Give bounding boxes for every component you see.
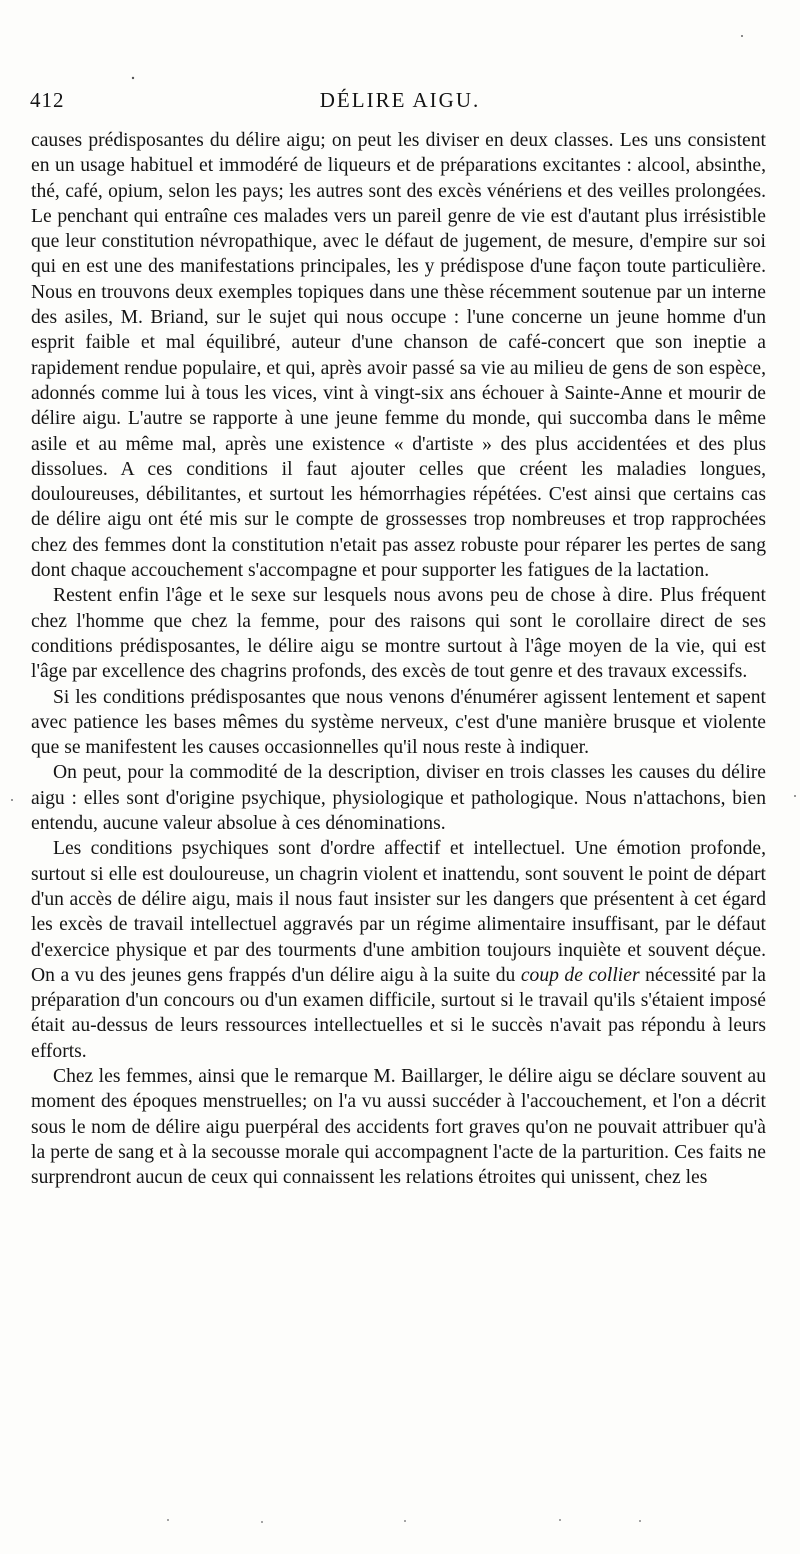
italic-phrase: coup de collier — [520, 964, 640, 986]
paragraph-age-sex: Restent enfin l'âge et le sexe sur lesquels nous avons peu de chose à dire. Plus fréquent chez l'homme que chez la femme, pour des raisons qui sont le corollaire direct de ses conditions prédisposantes, le délire aigu se montre surtout à l'âge moyen de la vie, qui est l'âge par excellence des chagrins profonds, des excès de tout genre et des travaux excessifs. — [31, 585, 766, 683]
psychic-text-before: Les conditions psychiques sont d'ordre affectif et intellectuel. Une émotion profonde, surtout si elle est douloureuse, un chagrin violent et inattendu, sont souvent le point de départ d'un accès de délire aigu, mais il nous faut insister sur les dangers que présentent à cet égard les excès de travail intellectuel aggravés par un régime alimentaire insuffisant, par le défaut d'exercice physique et par des tourments d'une ambition toujours inquiète et souvent déçue. On a vu des jeunes gens frappés d'un délire aigu à la suite du — [31, 838, 766, 986]
body-text — [31, 128, 766, 1190]
running-header — [30, 88, 770, 118]
speck — [559, 1519, 561, 1521]
speck — [404, 1520, 406, 1522]
paragraph-women: Chez les femmes, ainsi que le remarque M. Baillarger, le délire aigu se déclare souvent au moment des époques menstruelles; on l'a vu aussi succéder à l'accouchement, et l'on a décrit sous le nom de délire aigu puerpéral des accidents fort graves qu'on ne pouvait attribuer qu'à la perte de sang et à la secousse morale qui accompagnent l'acte de la parturition. Ces faits ne surprendront aucun de ceux qui connaissent les relations étroites qui unissent, chez les — [31, 1065, 766, 1189]
paragraph-continuation: causes prédisposantes du délire aigu; on peut les diviser en deux classes. Les uns consistent en un usage habituel et immodéré de liqueurs et de préparations excitantes : alcool, absinthe, thé, café, opium, selon les pays; les autres sont des excès vénériens et des veilles prolongées. Le penchant qui entraîne ces malades vers un pareil genre de vie est d'autant plus irrésistible que leur constitution névropathique, avec le défaut de jugement, de mesure, d'empire sur soi qui en est une des manifestations principales, les y prédispose d'une façon toute particulière. Nous en trouvons deux exemples topiques dans une thèse récemment soutenue par un interne des asiles, M. Briand, sur le sujet qui nous occupe : l'une concerne un jeune homme d'un esprit faible et mal équilibré, auteur d'une chanson de café-concert que son ineptie a rapidement rendue populaire, et qui, après avoir passé sa vie au milieu de gens de son espèce, adonnés comme lui à tous les vices, vint à vingt-six ans échouer à Sainte-Anne et mourir de délire aigu. L'autre se rapporte à une jeune femme du monde, qui succomba dans le même asile et au même mal, après une existence « d'artiste » des plus accidentées et des plus dissolues. A ces conditions il faut ajouter celles que créent les maladies longues, douloureuses, débilitantes, et surtout les hémorrhagies répétées. C'est ainsi que certains cas de délire aigu ont été mis sur le compte de grossesses trop nombreuses et trop rapprochées chez des femmes dont la constitution n'etait pas assez robuste pour réparer les pertes de sang dont chaque accouchement s'accompagne et pour supporter les fatigues de la lactation. — [31, 130, 766, 582]
paragraph-psychic-conditions — [31, 836, 766, 1064]
paragraph-three-classes: On peut, pour la commodité de la description, diviser en trois classes les causes du délire aigu : elles sont d'origine psychique, physiologique et pathologique. Nous n'attachons, bien entendu, aucune valeur absolue à ces dénominations. — [31, 762, 766, 835]
page-number: 412 — [30, 88, 65, 112]
speck — [639, 1520, 641, 1522]
psychic-text-after: nécessité par la préparation d'un concours ou d'un examen difficile, surtout si le travail qu'ils s'étaient imposé était au-dessus de leurs ressources intellectuelles et si le succès n'avait pas répondu à leurs efforts. — [31, 964, 766, 1062]
speck — [167, 1519, 169, 1521]
running-title: DÉLIRE AIGU. — [319, 88, 481, 112]
paragraph-occasional-causes: Si les conditions prédisposantes que nous venons d'énumérer agissent lentement et sapent avec patience les bases mêmes du système nerveux, c'est d'une manière brusque et violente que se manifestent les causes occasionnelles qu'il nous reste à indiquer. — [31, 686, 766, 759]
speck — [741, 35, 743, 37]
speck — [132, 77, 134, 79]
speck — [794, 795, 796, 797]
speck — [11, 799, 13, 801]
speck — [261, 1521, 263, 1523]
